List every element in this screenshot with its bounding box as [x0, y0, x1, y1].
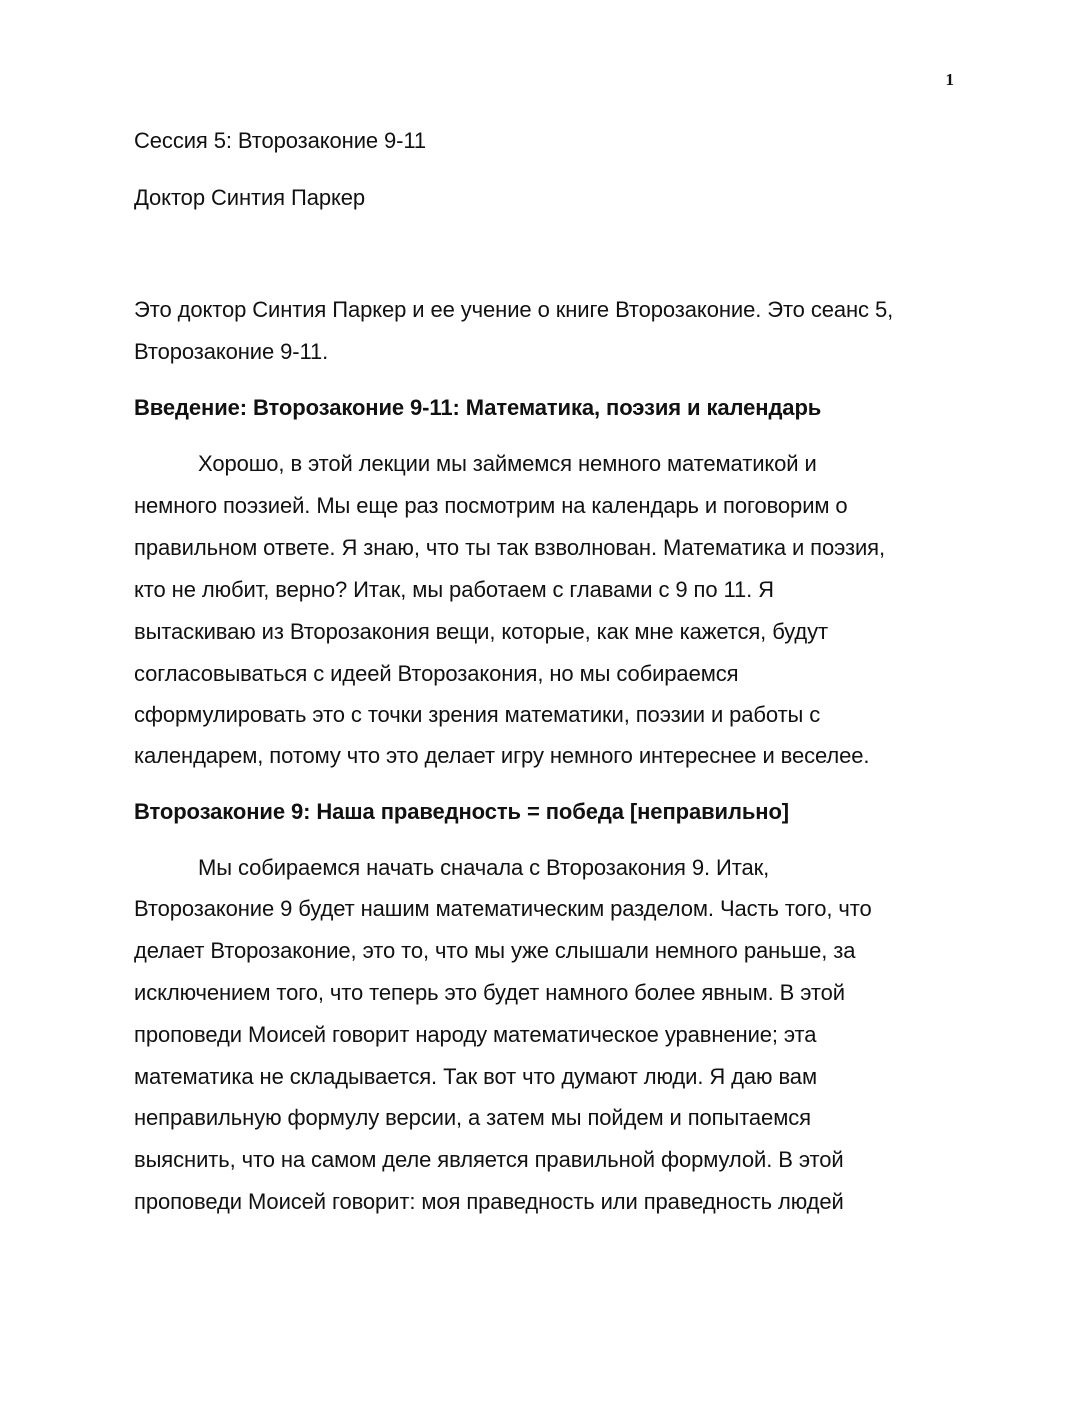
paragraph-line: сформулировать это с точки зрения математики, поэзии и работы с	[134, 702, 821, 727]
paragraph-line: немного поэзией. Мы еще раз посмотрим на календарь и поговорим о	[134, 493, 848, 518]
author-name: Доктор Синтия Паркер	[134, 185, 366, 210]
paragraph-line: неправильную формулу версии, а затем мы пойдем и попытаемся	[134, 1105, 811, 1130]
paragraph-line: согласовываться с идеей Второзакония, но мы собираемся	[134, 661, 739, 686]
paragraph-line: Мы собираемся начать сначала с Второзакония 9. Итак,	[198, 855, 770, 880]
session-title: Сессия 5: Второзаконие 9-11	[134, 128, 427, 153]
paragraph-line: делает Второзаконие, это то, что мы уже слышали немного раньше, за	[134, 938, 856, 963]
section-heading-deuteronomy-9: Второзаконие 9: Наша праведность = победа [неправильно]	[134, 799, 790, 824]
paragraph-line: кто не любит, верно? Итак, мы работаем с главами с 9 по 11. Я	[134, 577, 774, 602]
page-number: 1	[945, 70, 954, 89]
paragraph-line: вытаскиваю из Второзакония вещи, которые, как мне кажется, будут	[134, 619, 829, 644]
paragraph-line: математика не складывается. Так вот что думают люди. Я даю вам	[134, 1064, 817, 1089]
intro-line: Второзаконие 9-11.	[134, 339, 329, 364]
paragraph-line: исключением того, что теперь это будет намного более явным. В этой	[134, 980, 845, 1005]
section-heading-introduction: Введение: Второзаконие 9-11: Математика, поэзия и календарь	[134, 395, 822, 420]
paragraph-line: Хорошо, в этой лекции мы займемся немного математикой и	[198, 451, 817, 476]
paragraph-line: выяснить, что на самом деле является правильной формулой. В этой	[134, 1147, 844, 1172]
paragraph-line: Второзаконие 9 будет нашим математическим разделом. Часть того, что	[134, 896, 872, 921]
intro-line: Это доктор Синтия Паркер и ее учение о книге Второзаконие. Это сеанс 5,	[134, 297, 894, 322]
paragraph-line: календарем, потому что это делает игру немного интереснее и веселее.	[134, 743, 870, 768]
paragraph-line: проповеди Моисей говорит народу математическое уравнение; эта	[134, 1022, 817, 1047]
paragraph-line: правильном ответе. Я знаю, что ты так взволнован. Математика и поэзия,	[134, 535, 885, 560]
paragraph-line: проповеди Моисей говорит: моя праведность или праведность людей	[134, 1189, 844, 1214]
